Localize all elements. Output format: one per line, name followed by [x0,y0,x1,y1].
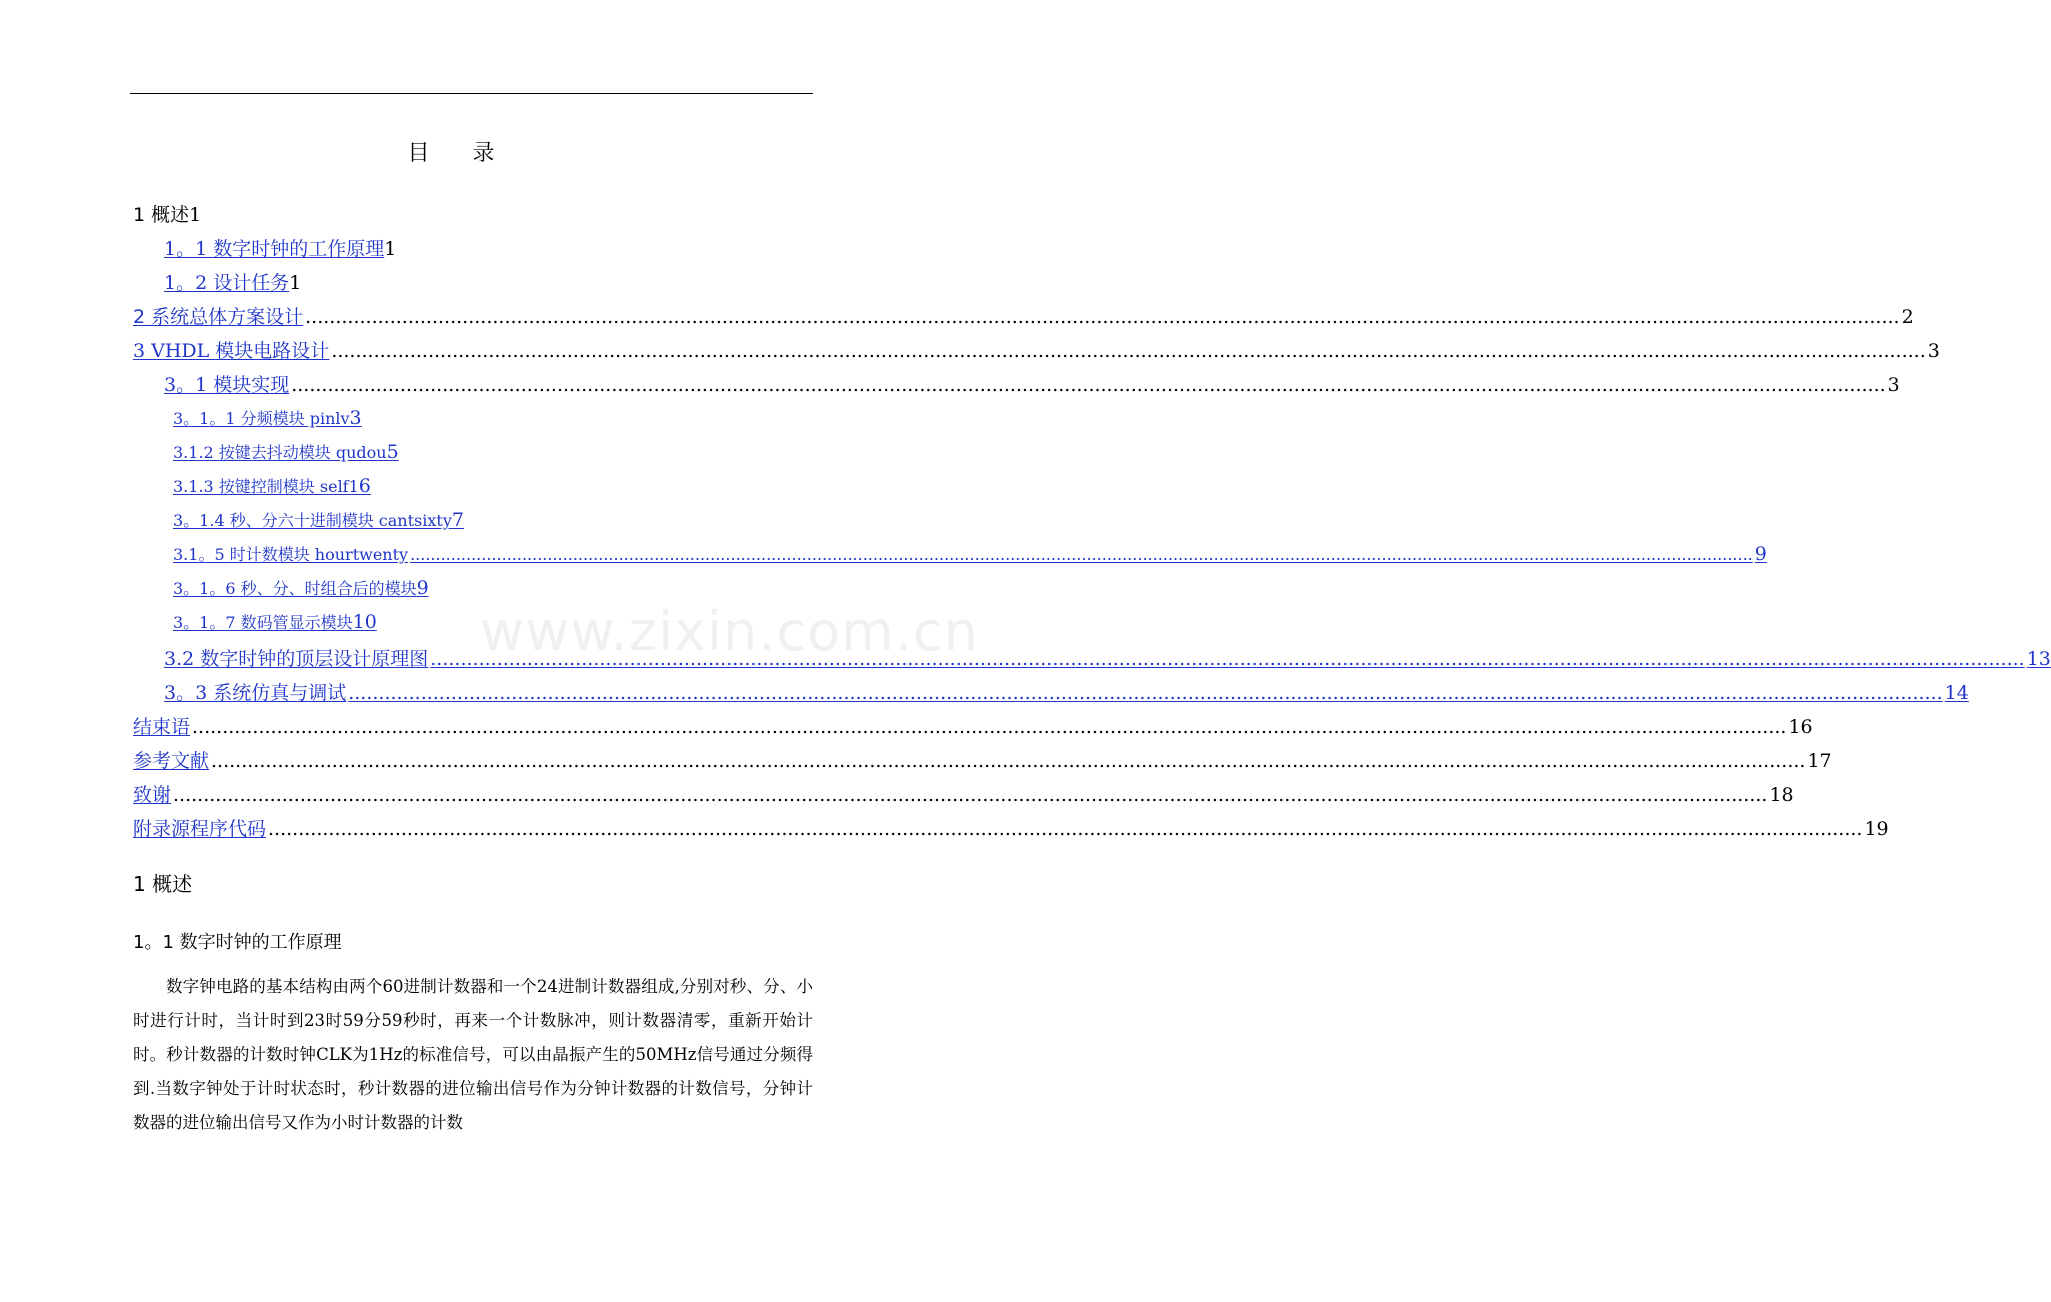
toc-entry-page: 7 [451,509,464,531]
toc-entry-page: 6 [358,475,371,497]
toc-entry-page: 1 [289,272,302,294]
toc-entry-label[interactable]: 3。1。7 数码管显示模块 [173,613,353,632]
toc-entry-label[interactable]: 致谢 [133,784,172,806]
toc-leader-dots [305,306,1899,328]
paragraph-text: 数字钟电路的基本结构由两个60进制计数器和一个24进制计数器组成,分别对秒、分、小时进行计时，当计时到23时59分59秒时，再来一个计数脉冲，则计数器清零，重新开始计时。秒计数器的计数时钟CLK为1Hz的标准信号，可以由晶振产生的50MHz信号通过分频得到.当数字钟处于计时状态时，秒计数器的进位输出信号作为分钟计数器的计数信号，分钟计数器的进位输出信号又作为小时计数器的计数 [133,977,813,1132]
subsection-heading: 1。1 数字时钟的工作原理 [133,932,342,953]
toc-entry-3-1[interactable] [164,370,1900,398]
toc-leader-dots [211,750,1805,772]
toc-entry-page: 16 [1788,716,1813,738]
toc-entry-3-1-4[interactable] [173,508,464,536]
toc-entry-label[interactable]: 3。1。6 秒、分、时组合后的模块 [173,579,417,598]
toc-entry-1-1[interactable] [164,234,396,262]
toc-entry-page: 3 [349,407,362,429]
toc-entry-2[interactable] [133,302,1914,330]
toc-entry-3-1-5[interactable] [173,542,1767,570]
toc-leader-dots [173,784,1767,806]
toc-entry-page: 5 [386,441,399,463]
toc-entry-page: 9 [1754,543,1767,565]
toc-entry-page: 1 [189,204,202,226]
toc-entry-label[interactable]: 附录源程序代码 [133,818,267,840]
toc-entry-label[interactable]: 1。2 设计任务 [164,272,290,294]
toc-entry-3[interactable] [133,336,1940,364]
toc-entry-label[interactable]: 3.1.2 按键去抖动模块 qudou [173,443,387,462]
toc-entry-3-1-6[interactable] [173,576,429,604]
toc-leader-dots [192,716,1786,738]
toc-entry-label[interactable]: 3。1 模块实现 [164,374,290,396]
toc-entry-page: 17 [1807,750,1832,772]
section-heading: 1 概述 [133,872,193,896]
toc-entry-page: 14 [1944,682,1969,704]
toc-entry-page: 1 [384,238,397,260]
toc-entry-label[interactable]: 参考文献 [133,750,210,772]
toc-entry-1-2[interactable] [164,268,301,296]
toc-entry-page: 3 [1887,374,1900,396]
toc-entry-page: 3 [1927,340,1940,362]
toc-entry-page: 10 [352,611,377,633]
watermark-text: www.zixin.com.cn [480,600,979,663]
toc-title: 目 录 [407,141,513,166]
toc-entry-label[interactable]: 结束语 [133,716,191,738]
toc-entry-3-1-2[interactable] [173,440,399,468]
toc-entry-label[interactable]: 3.1。5 时计数模块 hourtwenty [173,545,409,564]
toc-entry-page: 19 [1864,818,1889,840]
toc-entry-label[interactable]: 3 VHDL 模块电路设计 [133,340,330,362]
toc-entry-page: 18 [1769,784,1794,806]
toc-entry-3-1-1[interactable] [173,406,362,434]
header-rule [130,93,813,94]
toc-leader-dots [291,374,1885,396]
toc-entry-label: 1 概述 [133,204,190,226]
toc-leader-dots [268,818,1862,840]
toc-entry-references[interactable] [133,746,1832,774]
toc-entry-label[interactable]: 2 系统总体方案设计 [133,306,304,328]
toc-entry-label[interactable]: 3。1。1 分频模块 pinlv [173,409,350,428]
toc-entry-appendix[interactable] [133,814,1889,842]
toc-entry-page: 9 [416,577,429,599]
toc-entry-page: 13 [2026,648,2051,670]
toc-entry-label[interactable]: 3.2 数字时钟的顶层设计原理图 [164,648,429,670]
toc-entry-3-1-7[interactable] [173,610,377,638]
toc-entry-label[interactable]: 3.1.3 按键控制模块 self1 [173,477,359,496]
toc-leader-dots [331,340,1925,362]
toc-entry-overview[interactable] [133,200,813,228]
toc-entry-label[interactable]: 1。1 数字时钟的工作原理 [164,238,385,260]
toc-leader-dots [348,682,1942,704]
toc-entry-3-1-3[interactable] [173,474,371,502]
toc-leader-dots [410,545,1753,564]
toc-entry-conclusion[interactable] [133,712,1813,740]
toc-entry-label[interactable]: 3。3 系统仿真与调试 [164,682,347,704]
toc-entry-3-3[interactable] [164,678,1969,706]
toc-entry-label[interactable]: 3。1.4 秒、分六十进制模块 cantsixty [173,511,452,530]
toc-entry-acknowledgements[interactable] [133,780,1794,808]
toc-entry-page: 2 [1901,306,1914,328]
body-paragraph [133,970,813,1140]
